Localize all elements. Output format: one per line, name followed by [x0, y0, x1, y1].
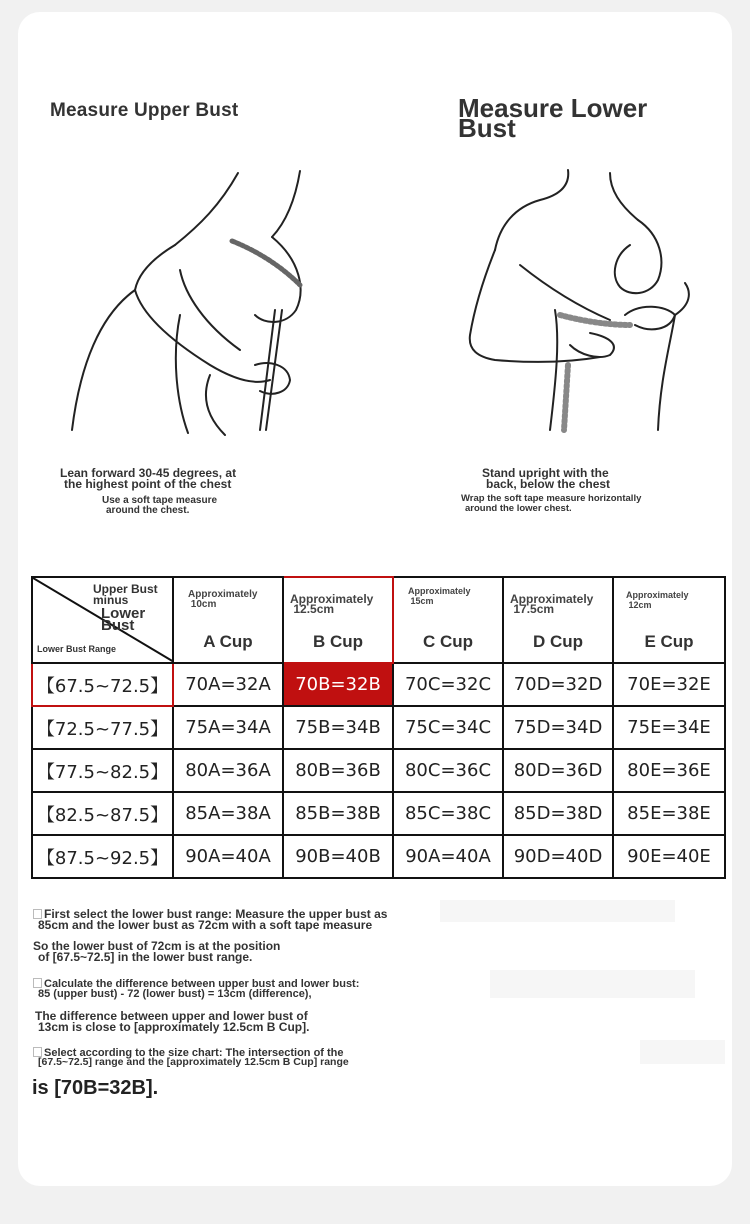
faded-text-block	[440, 900, 675, 922]
cup-approx-b-value: 12.5cm	[293, 602, 335, 616]
cup-approx-c	[408, 586, 471, 606]
cup-approx-e-value: 12cm	[628, 600, 652, 610]
cup-approx-d	[510, 594, 593, 614]
note-step3-text1: Select according to the size chart: The intersection of the	[44, 1047, 344, 1059]
lower-caption-line2: back, below the chest	[486, 477, 611, 491]
heading-measure-upper-bust: Measure Upper Bust	[50, 100, 239, 121]
corner-minus-text: minus	[93, 593, 129, 607]
table-cell-highlighted: 70B=32B	[283, 663, 393, 706]
table-cell: 80E=36E	[613, 749, 725, 792]
table-cell: 75A=34A	[173, 706, 283, 749]
cup-name-b: B Cup	[312, 632, 364, 651]
table-cell: 75D=34D	[503, 706, 613, 749]
lower-bust-illustration	[460, 165, 700, 440]
table-cell: 85C=38C	[393, 792, 503, 835]
row-range-label: 【77.5~82.5】	[32, 749, 173, 792]
faded-text-block	[490, 970, 695, 998]
result-text: is [70B=32B].	[32, 1077, 159, 1099]
table-cell: 90A=40A	[393, 835, 503, 878]
table-row	[32, 835, 725, 878]
table-cell: 90D=40D	[503, 835, 613, 878]
cup-header-e	[613, 577, 725, 663]
table-row	[32, 706, 725, 749]
table-cell: 80C=36C	[393, 749, 503, 792]
table-cell: 90E=40E	[613, 835, 725, 878]
note-step1-text1: First select the lower bust range: Measure the upper bust as	[44, 907, 388, 921]
lower-caption-line1: Stand upright with the	[482, 466, 609, 480]
note-step2-line2: 85 (upper bust) - 72 (lower bust) = 13cm (difference),	[38, 988, 312, 1000]
table-row	[32, 792, 725, 835]
table-cell: 85B=38B	[283, 792, 393, 835]
corner-lower-bust-label: Lower Bust	[101, 605, 146, 634]
cup-name-c: C Cup	[422, 632, 474, 651]
heading-measure-lower-bust: Measure Lower Bust	[458, 93, 648, 143]
table-cell: 85D=38D	[503, 792, 613, 835]
row-range-label: 【82.5~87.5】	[32, 792, 173, 835]
table-cell: 85E=38E	[613, 792, 725, 835]
faded-text-block	[640, 1040, 725, 1064]
cup-approx-a-label: Approximately	[188, 589, 258, 600]
table-cell: 75B=34B	[283, 706, 393, 749]
table-corner-cell	[32, 577, 173, 663]
table-row	[32, 663, 725, 706]
corner-upper-bust-label	[93, 584, 158, 606]
cup-approx-c-label: Approximately	[408, 586, 471, 596]
cup-name-d: D Cup	[532, 632, 584, 651]
table-cell: 80B=36B	[283, 749, 393, 792]
note-step2-text1: Calculate the difference between upper bust and lower bust:	[44, 978, 360, 990]
cup-header-d	[503, 577, 613, 663]
note-step3-line2: [67.5~72.5] range and the [approximately 12.5cm B Cup] range	[38, 1056, 349, 1068]
row-range-label: 【72.5~77.5】	[32, 706, 173, 749]
table-header-row	[32, 577, 725, 663]
table-cell: 75E=34E	[613, 706, 725, 749]
upper-caption-line1: Lean forward 30-45 degrees, at	[60, 466, 237, 480]
cup-approx-b-label: Approximately	[290, 592, 374, 606]
lower-caption-line4: around the lower chest.	[465, 503, 572, 514]
cup-name-e: E Cup	[644, 632, 694, 651]
note-step2-line3: The difference between upper and lower bust of	[35, 1009, 308, 1023]
table-cell: 70D=32D	[503, 663, 613, 706]
row-range-label: 【87.5~92.5】	[32, 835, 173, 878]
checkbox-glyph-icon	[33, 978, 42, 988]
note-step2-line4: 13cm is close to [approximately 12.5cm B Cup].	[38, 1020, 310, 1034]
row-range-label: 【67.5~72.5】	[32, 663, 173, 706]
table-cell: 85A=38A	[173, 792, 283, 835]
cup-approx-b	[290, 594, 373, 614]
table-cell: 80D=36D	[503, 749, 613, 792]
upper-caption-line4: around the chest.	[106, 505, 190, 516]
table-cell: 70A=32A	[173, 663, 283, 706]
upper-caption-line2: the highest point of the chest	[64, 477, 232, 491]
table-cell: 70C=32C	[393, 663, 503, 706]
corner-upper-bust-text: Upper Bust	[93, 582, 158, 596]
cup-header-b	[283, 577, 393, 663]
table-cell: 80A=36A	[173, 749, 283, 792]
corner-range-label: Lower Bust Range	[37, 644, 117, 654]
table-cell: 70E=32E	[613, 663, 725, 706]
table-cell: 90B=40B	[283, 835, 393, 878]
table-row	[32, 749, 725, 792]
note-step1-line4: of [67.5~72.5] in the lower bust range.	[38, 950, 253, 964]
upper-bust-illustration	[60, 165, 320, 440]
note-step1-line3: So the lower bust of 72cm is at the position	[33, 939, 281, 953]
table-cell: 75C=34C	[393, 706, 503, 749]
table-cell: 90A=40A	[173, 835, 283, 878]
cup-approx-a	[188, 590, 257, 610]
cup-approx-a-value: 10cm	[190, 599, 217, 610]
cup-approx-c-value: 15cm	[410, 596, 434, 606]
cup-header-a	[173, 577, 283, 663]
cup-approx-d-value: 17.5cm	[513, 602, 555, 616]
cup-approx-e	[626, 590, 689, 610]
cup-header-c	[393, 577, 503, 663]
size-chart-table	[31, 576, 726, 879]
cup-name-a: A Cup	[203, 632, 253, 651]
lower-caption-line3: Wrap the soft tape measure horizontally	[461, 493, 642, 504]
upper-caption-line3: Use a soft tape measure	[102, 495, 218, 506]
cup-approx-d-label: Approximately	[510, 592, 594, 606]
cup-approx-e-label: Approximately	[626, 590, 689, 600]
note-step1-line2: 85cm and the lower bust as 72cm with a soft tape measure	[38, 918, 373, 932]
